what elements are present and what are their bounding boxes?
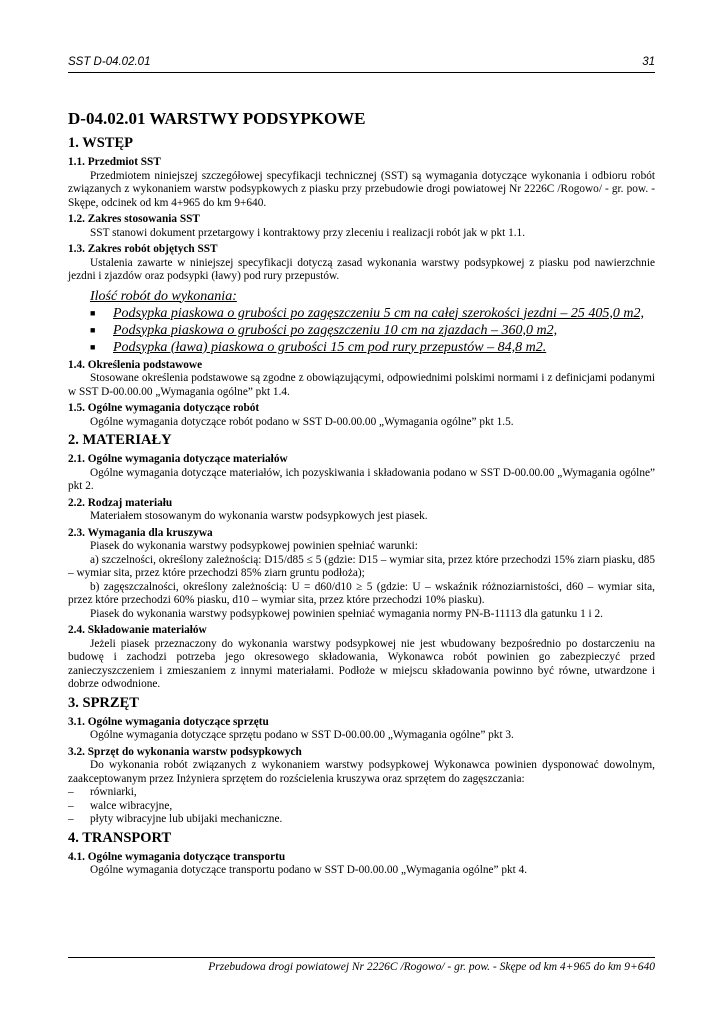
bullet-icon: ■ — [90, 341, 96, 352]
section-2-3-condition-b: b) zagęszczalności, określony zależnością: U = d60/d10 ≥ 5 (gdzie: U – wskaźnik różnoziarnistości, d60 – wymiar sita, przez które przechodzi 60% piasku, d10 – wymiar sita, przez które przechodzi 10% piasku). — [68, 580, 655, 606]
section-2-1-text: Ogólne wymagania dotyczące materiałów, ich pozyskiwania i składowania podano w SST D-00.00.00 „Wymagania ogólne” pkt 2. — [68, 466, 655, 492]
dash-icon: – — [68, 813, 74, 825]
page-header — [68, 56, 655, 73]
section-3-heading: 3. SPRZĘT — [68, 694, 139, 711]
section-1-3-text: Ustalenia zawarte w niniejszej specyfikacji dotyczą zasad wykonania warstwy podsypkowej z piasku pod nawierzchnie jezdni i zjazdów oraz podsypki (ławy) pod rury przepustów. — [68, 256, 655, 282]
section-3-1-text: Ogólne wymagania dotyczące sprzętu podano w SST D-00.00.00 „Wymagania ogólne” pkt 3. — [90, 729, 514, 741]
equipment-item: – równiarki, — [68, 786, 137, 798]
section-4-heading: 4. TRANSPORT — [68, 829, 172, 846]
section-2-3-intro: Piasek do wykonania warstwy podsypkowej powinien spełniać warunki: — [90, 540, 418, 552]
section-1-2-heading: 1.2. Zakres stosowania SST — [68, 213, 200, 225]
section-1-heading: 1. WSTĘP — [68, 135, 134, 151]
section-1-3-heading: 1.3. Zakres robót objętych SST — [68, 243, 218, 255]
bullet-icon: ■ — [90, 324, 96, 335]
section-1-1-text: Przedmiotem niniejszej szczegółowej specyfikacji technicznej (SST) są wymagania dotyczące wykonania i odbioru robót związanych z wykonaniem warstw podsypkowych z piasku przy przebudowie drogi powiatowej Nr 2226C /Rogowo/ - gr. pow. - Skępe, odcinek od km 4+965 do km 9+640. — [68, 169, 655, 209]
dash-icon: – — [68, 786, 74, 798]
section-1-4-heading: 1.4. Określenia podstawowe — [68, 358, 203, 371]
quantity-item: ■ Podsypka piaskowa o grubości po zagęszczeniu 5 cm na całej szerokości jezdni – 25 405,0 m2, — [90, 305, 645, 321]
section-2-1-heading: 2.1. Ogólne wymagania dotyczące materiałów — [68, 453, 288, 465]
section-2-4-text: Jeżeli piasek przeznaczony do wykonania warstwy podsypkowej nie jest wbudowany bezpośrednio po dostarczeniu na budowę i zachodzi potrzeba jego okresowego składowania, Wykonawca robót powinien go zabezpieczyć przed zanieczyszczeniem i zmieszaniem z innymi materiałami. Podłoże w miejscu składowania powinno być równe, utwardzone i dobrze odwodnione. — [68, 637, 655, 690]
header-doc-code: SST D-04.02.01 — [68, 56, 151, 68]
section-4-1-heading: 4.1. Ogólne wymagania dotyczące transportu — [68, 850, 286, 863]
page-footer: Przebudowa drogi powiatowej Nr 2226C /Rogowo/ - gr. pow. - Skępe od km 4+965 do km 9+640 — [68, 957, 655, 973]
section-2-heading: 2. MATERIAŁY — [68, 432, 172, 448]
section-1-1-heading: 1.1. Przedmiot SST — [68, 156, 161, 168]
quantity-item: ■ Podsypka piaskowa o grubości po zagęszczeniu 10 cm na zjazdach – 360,0 m2, — [90, 322, 558, 338]
section-4-1-text: Ogólne wymagania dotyczące transportu podano w SST D-00.00.00 „Wymagania ogólne” pkt 4. — [90, 864, 528, 876]
dash-icon: – — [68, 799, 74, 812]
section-3-1-heading: 3.1. Ogólne wymagania dotyczące sprzętu — [68, 715, 269, 728]
section-2-3-norm: Piasek do wykonania warstwy podsypkowej powinien spełniać wymagania normy PN-B-11113 dla gatunku 1 i 2. — [90, 607, 603, 620]
section-1-5-heading: 1.5. Ogólne wymagania dotyczące robót — [68, 402, 260, 414]
header-page-number: 31 — [642, 56, 655, 68]
section-1-4-text: Stosowane określenia podstawowe są zgodne z obowiązującymi, odpowiednimi polskimi normami i z definicjami podanymi w SST D-00.00.00 „Wymagania ogólne” pkt 1.4. — [68, 372, 655, 398]
equipment-item: – płyty wibracyjne lub ubijaki mechaniczne. — [68, 813, 283, 825]
section-3-2-heading: 3.2. Sprzęt do wykonania warstw podsypkowych — [68, 745, 302, 758]
section-2-4-heading: 2.4. Składowanie materiałów — [68, 624, 207, 636]
section-1-5-text: Ogólne wymagania dotyczące robót podano w SST D-00.00.00 „Wymagania ogólne” pkt 1.5. — [90, 415, 514, 428]
section-2-3-heading: 2.3. Wymagania dla kruszywa — [68, 526, 213, 539]
quantity-list — [68, 305, 655, 356]
quantity-item: ■ Podsypka (ława) piaskowa o grubości 15 cm pod rury przepustów – 84,8 m2. — [90, 339, 547, 355]
document-body — [68, 108, 655, 878]
section-3-2-text: Do wykonania robót związanych z wykonaniem warstwy podsypkowej Wykonawca powinien dysponować dowolnym, zaakceptowanym przez Inżyniera sprzętem do rozścielenia kruszywa oraz sprzętem do zagęszczania: — [68, 759, 655, 785]
equipment-item: – walce wibracyjne, — [68, 799, 173, 812]
section-1-2-text: SST stanowi dokument przetargowy i kontraktowy przy zleceniu i realizacji robót jak w pkt 1.1. — [90, 226, 526, 239]
bullet-icon: ■ — [90, 307, 96, 318]
section-2-3-condition-a: a) szczelności, określony zależnością: D15/d85 ≤ 5 (gdzie: D15 – wymiar sita, przez które przechodzi 15% ziarn piasku, d85 – wymiar sita, przez które przechodzi 85% ziarn gruntu podłoża); — [68, 553, 655, 579]
section-2-2-text: Materiałem stosowanym do wykonania warstw podsypkowych jest piasek. — [90, 510, 428, 522]
section-2-2-heading: 2.2. Rodzaj materiału — [68, 496, 173, 509]
document-title: D-04.02.01 WARSTWY PODSYPKOWE — [68, 109, 366, 128]
equipment-list — [68, 786, 655, 827]
quantity-heading: Ilość robót do wykonania: — [90, 288, 237, 304]
